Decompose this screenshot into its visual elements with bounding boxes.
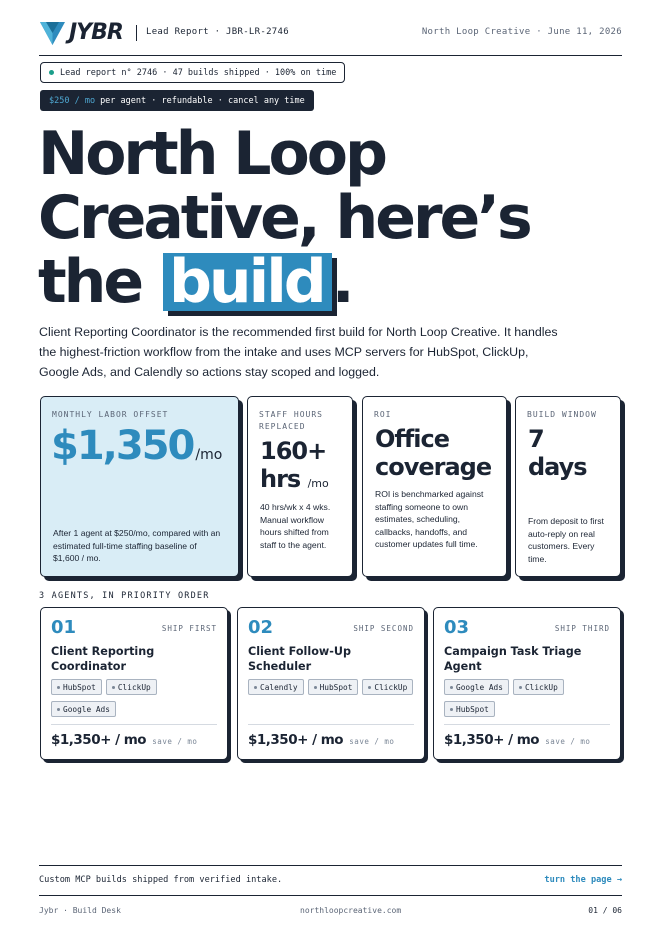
tag-dot-icon xyxy=(450,708,453,711)
hero-line-3 xyxy=(38,247,530,317)
tag-dot-icon xyxy=(112,686,115,689)
stat-value xyxy=(375,425,491,481)
stat-note: 40 hrs/wk x 4 wks. Manual workflow hours shifted from staff to the agent. xyxy=(260,502,331,550)
tag-dot-icon xyxy=(254,686,257,689)
divider xyxy=(444,724,610,725)
stat-value-line-2: coverage xyxy=(375,453,492,481)
status-pill xyxy=(40,62,345,83)
stat-card-labor-offset xyxy=(40,396,239,577)
agent-price-caption: save / mo xyxy=(349,737,395,746)
footer-brand: Jybr · Build Desk xyxy=(39,906,121,915)
agent-ship-order: SHIP THIRD xyxy=(554,624,610,633)
hero-line-3-pre: the xyxy=(38,247,142,317)
report-id: Lead Report · JBR-LR-2746 xyxy=(146,27,289,37)
agent-tags xyxy=(444,679,616,717)
footer-divider xyxy=(39,865,622,866)
agents-section-label: 3 AGENTS, IN PRIORITY ORDER xyxy=(39,591,210,601)
logo xyxy=(39,18,123,46)
tag-label: ClickUp xyxy=(524,682,558,692)
tag-chip xyxy=(248,679,304,695)
tag-label: ClickUp xyxy=(117,682,151,692)
stat-unit: /mo xyxy=(307,477,329,490)
tag-dot-icon xyxy=(368,686,371,689)
page-header xyxy=(39,18,622,56)
agent-price-caption: save / mo xyxy=(545,737,591,746)
stat-card-roi xyxy=(362,396,507,577)
stat-label: ROI xyxy=(374,410,392,419)
stat-card-staff-hours xyxy=(247,396,353,577)
tag-chip xyxy=(444,701,495,717)
tag-dot-icon xyxy=(314,686,317,689)
stat-value-number: $1,350 xyxy=(51,423,194,469)
agent-number: 02 xyxy=(248,617,274,638)
tag-chip xyxy=(51,679,102,695)
hero-line-2: Creative, here’s xyxy=(38,183,530,253)
hero-headline xyxy=(38,119,530,317)
tag-dot-icon xyxy=(57,708,60,711)
tag-chip xyxy=(106,679,157,695)
stat-note: After 1 agent at $250/mo, compared with an estimated full-time staffing baseline of $1,600 / mo. xyxy=(53,528,221,563)
next-page-link[interactable]: turn the page → xyxy=(544,875,622,885)
footer-divider-bottom xyxy=(39,895,622,896)
tag-dot-icon xyxy=(57,686,60,689)
agent-price xyxy=(51,732,197,748)
tag-label: Google Ads xyxy=(63,704,110,714)
agent-number: 03 xyxy=(444,617,470,638)
stat-card-build-window xyxy=(515,396,621,577)
divider xyxy=(248,724,414,725)
stat-value-line-2: days xyxy=(528,453,587,481)
status-dot-icon xyxy=(49,70,54,75)
footer-website: northloopcreative.com xyxy=(300,906,402,915)
page-number: 01 / 06 xyxy=(588,906,622,915)
agent-price xyxy=(444,732,590,748)
tag-label: HubSpot xyxy=(319,682,353,692)
stat-label: STAFF HOURS REPLACED xyxy=(259,410,323,431)
intro-paragraph: Client Reporting Coordinator is the recommended first build for North Loop Creative. It handles the highest-friction workflow from the intake and uses MCP servers for HubSpot, ClickUp, Google Ads, and Calendly so actions stay scoped and logged. xyxy=(39,325,558,379)
agent-title: Client Follow-Up Scheduler xyxy=(248,645,351,673)
agent-ship-order: SHIP FIRST xyxy=(161,624,217,633)
stat-note: ROI is benchmarked against staffing someone to own estimates, scheduling, callbacks, handoffs, and customer updates full time. xyxy=(375,489,484,549)
stat-value-line-1: 160+ xyxy=(260,437,327,465)
logo-text: JYBR xyxy=(69,19,123,45)
tag-chip xyxy=(308,679,359,695)
agent-title: Client Reporting Coordinator xyxy=(51,645,155,673)
tag-dot-icon xyxy=(450,686,453,689)
agent-tags xyxy=(51,679,223,717)
tag-chip xyxy=(513,679,564,695)
hero-line-3-post: . xyxy=(331,247,352,317)
divider xyxy=(51,724,217,725)
tag-label: Calendly xyxy=(260,682,298,692)
price-terms: per agent · refundable · cancel any time xyxy=(100,95,305,106)
stat-value-line-1: 7 xyxy=(528,425,544,453)
agent-ship-order: SHIP SECOND xyxy=(353,624,414,633)
agent-card-1[interactable] xyxy=(40,607,228,760)
stat-label: BUILD WINDOW xyxy=(527,410,597,419)
header-divider xyxy=(136,25,137,41)
stat-value-line-2: hrs xyxy=(260,465,301,493)
agent-price-value: $1,350+ / mo xyxy=(444,732,540,748)
stat-note: From deposit to first auto-reply on real customers. Every time. xyxy=(528,516,604,564)
tag-label: Google Ads xyxy=(456,682,503,692)
agent-card-2[interactable] xyxy=(237,607,425,760)
tag-chip xyxy=(51,701,116,717)
price-pill xyxy=(40,90,314,111)
stat-value xyxy=(260,437,329,498)
tag-chip xyxy=(362,679,413,695)
header-client-date: North Loop Creative · June 11, 2026 xyxy=(421,27,622,37)
agent-price xyxy=(248,732,394,748)
hero-line-1: North Loop xyxy=(38,119,385,189)
hero-highlight-box: build xyxy=(163,253,332,311)
stat-unit: /mo xyxy=(195,447,223,463)
tag-label: HubSpot xyxy=(456,704,489,714)
price-highlight: $250 / mo xyxy=(49,95,96,106)
agent-price-value: $1,350+ / mo xyxy=(51,732,147,748)
tag-label: HubSpot xyxy=(63,682,96,692)
agent-number: 01 xyxy=(51,617,77,638)
stat-value-line-1: Office xyxy=(375,425,450,453)
agent-card-3[interactable] xyxy=(433,607,621,760)
tag-label: ClickUp xyxy=(374,682,408,692)
logo-mark-icon xyxy=(39,19,66,46)
status-pill-text: Lead report n° 2746 · 47 builds shipped · 100% on time xyxy=(60,67,337,78)
stat-value xyxy=(528,425,587,481)
agent-title: Campaign Task Triage Agent xyxy=(444,645,582,673)
tag-dot-icon xyxy=(519,686,522,689)
tag-chip xyxy=(444,679,509,695)
agent-price-caption: save / mo xyxy=(152,737,198,746)
agent-tags xyxy=(248,679,420,695)
agent-price-value: $1,350+ / mo xyxy=(248,732,344,748)
stat-value xyxy=(51,423,222,469)
stat-label: MONTHLY LABOR OFFSET xyxy=(52,410,169,419)
footer-tagline: Custom MCP builds shipped from verified intake. xyxy=(39,875,283,885)
